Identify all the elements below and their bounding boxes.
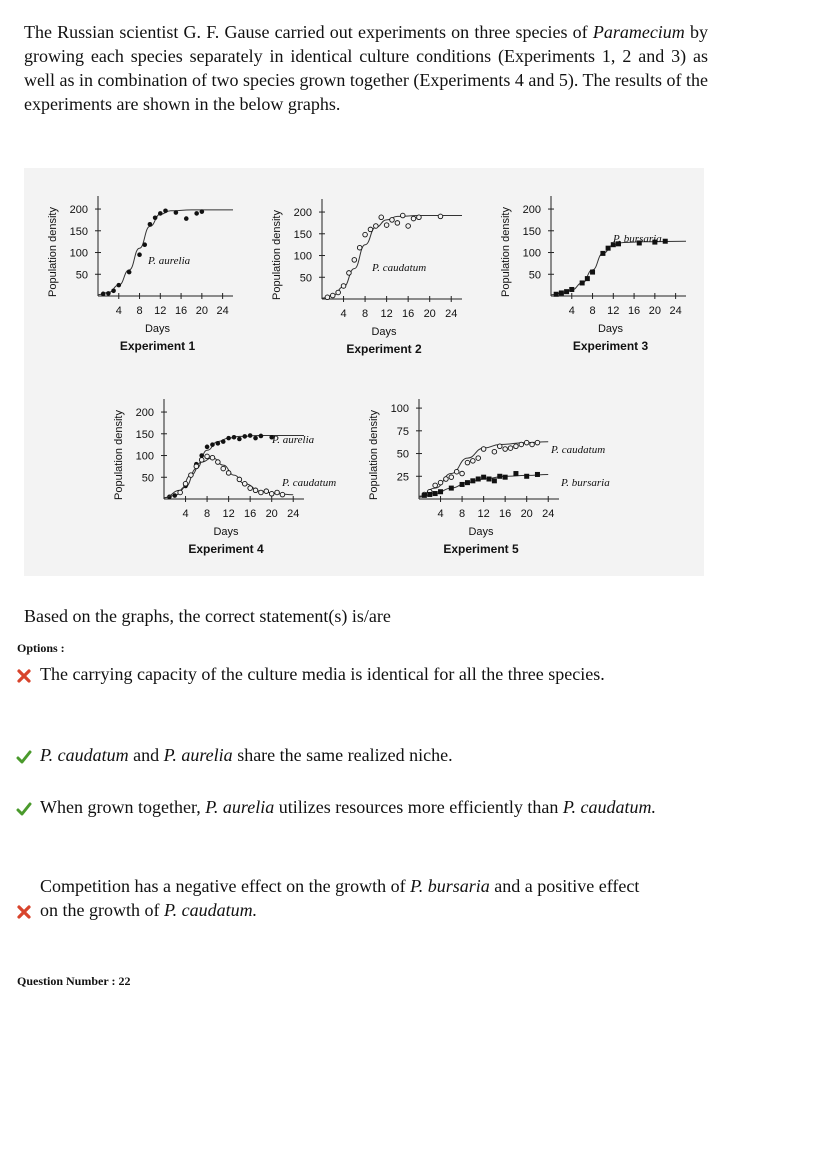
data-point: [492, 449, 497, 454]
data-point: [221, 466, 226, 471]
data-point: [535, 440, 540, 445]
y-tick-label: 100: [135, 450, 154, 463]
data-point: [476, 477, 481, 482]
intro-text-2: by growing each species separately in identical culture conditions (Experiments 1, 2 and 3) as well as in combination of two species grown together (Experiments 4 and 5). The results of the experiments are shown in the below graphs.: [24, 22, 708, 114]
x-axis-title: Days: [371, 326, 397, 338]
option-2-part-3: share the same realized niche.: [232, 745, 453, 765]
experiment-title: Experiment 1: [119, 339, 196, 353]
data-point: [232, 435, 237, 440]
y-axis-title: Population density: [113, 410, 125, 500]
data-point: [259, 490, 264, 495]
x-axis-title: Days: [597, 323, 624, 335]
data-point: [142, 242, 147, 247]
y-tick-label: 50: [299, 272, 312, 285]
data-point: [116, 283, 121, 288]
data-point: [368, 227, 373, 232]
data-point: [384, 223, 389, 228]
data-point: [336, 290, 341, 295]
data-point: [519, 442, 524, 447]
data-point: [564, 289, 569, 294]
data-point: [210, 442, 215, 447]
data-point: [357, 245, 362, 250]
data-point: [580, 280, 585, 285]
x-tick-label: 12: [477, 508, 490, 520]
data-point: [569, 287, 574, 292]
data-point: [524, 474, 529, 479]
options-label: Options :: [17, 641, 65, 655]
data-point: [530, 442, 535, 447]
x-tick-label: 20: [648, 305, 661, 317]
data-point: [514, 444, 519, 449]
x-tick-label: 16: [499, 508, 512, 520]
option-1[interactable]: [16, 662, 656, 686]
data-point: [465, 480, 470, 485]
y-tick-label: 150: [293, 228, 312, 241]
data-point: [433, 483, 438, 488]
data-point: [374, 224, 379, 229]
data-point: [449, 486, 454, 491]
experiment-graphs-figure: [24, 168, 704, 576]
option-2-part-2: P. aurelia: [163, 745, 233, 765]
data-point: [216, 460, 221, 465]
data-point: [492, 478, 497, 483]
cross-icon: [16, 904, 32, 920]
y-tick-label: 50: [141, 472, 154, 485]
x-tick-label: 24: [445, 308, 458, 320]
data-point: [174, 210, 179, 215]
series-label: P. caudatum: [551, 444, 606, 456]
data-point: [449, 475, 454, 480]
data-point: [503, 447, 508, 452]
series-label: P. aurelia: [148, 255, 191, 267]
data-point: [585, 276, 590, 281]
x-tick-label: 12: [154, 305, 167, 317]
data-point: [438, 489, 443, 494]
x-tick-label: 8: [362, 308, 369, 320]
fit-curve: [551, 241, 686, 295]
data-point: [400, 213, 405, 218]
option-2-part-1: and: [128, 745, 164, 765]
y-tick-label: 50: [75, 269, 88, 282]
data-point: [395, 221, 400, 226]
data-point: [330, 293, 335, 298]
data-point: [481, 447, 486, 452]
data-point: [221, 439, 226, 444]
x-tick-label: 4: [115, 305, 122, 317]
data-point: [460, 482, 465, 487]
data-point: [259, 434, 264, 439]
data-point: [497, 474, 502, 479]
check-icon: [16, 749, 32, 765]
chart-experiment-5: [368, 399, 610, 556]
data-point: [427, 492, 432, 497]
y-tick-label: 150: [135, 428, 154, 441]
option-4-part-1: P. bursaria: [410, 876, 490, 896]
data-point: [465, 460, 470, 465]
option-3-text: [40, 795, 656, 819]
y-tick-label: 50: [528, 269, 541, 282]
x-tick-label: 4: [437, 508, 444, 520]
x-tick-label: 24: [287, 508, 300, 520]
data-point: [411, 216, 416, 221]
cross-icon: [16, 668, 32, 684]
check-icon: [16, 801, 32, 817]
y-axis-title: Population density: [368, 410, 380, 500]
data-point: [111, 288, 116, 293]
data-point: [590, 270, 595, 275]
data-point: [471, 459, 476, 464]
data-point: [137, 252, 142, 257]
chart-experiment-2: [271, 199, 462, 356]
y-axis-title: Population density: [47, 207, 59, 297]
data-point: [535, 472, 540, 477]
data-point: [390, 218, 395, 223]
data-point: [194, 464, 199, 469]
data-point: [226, 436, 231, 441]
data-point: [600, 251, 605, 256]
data-point: [269, 491, 274, 496]
x-tick-label: 24: [542, 508, 555, 520]
data-point: [184, 216, 189, 221]
data-point: [264, 489, 269, 494]
data-point: [444, 477, 449, 482]
x-tick-label: 12: [607, 305, 620, 317]
data-point: [158, 211, 163, 216]
data-point: [127, 270, 132, 275]
series-label: P. aurelia: [272, 434, 315, 446]
x-tick-label: 16: [244, 508, 257, 520]
y-tick-label: 75: [396, 425, 409, 438]
option-4[interactable]: [16, 874, 656, 922]
y-tick-label: 50: [396, 448, 409, 461]
option-3-part-1: P. aurelia: [205, 797, 275, 817]
data-point: [481, 475, 486, 480]
data-point: [497, 444, 502, 449]
question-number: Question Number : 22: [17, 974, 131, 988]
genus-name: Paramecium: [592, 22, 685, 42]
series-p-aurelia: [164, 433, 315, 499]
x-tick-label: 16: [174, 305, 188, 317]
data-point: [524, 440, 529, 445]
data-point: [422, 493, 427, 498]
option-2-text: [40, 743, 656, 767]
option-4-part-3: P. caudatum.: [163, 900, 258, 920]
data-point: [101, 292, 106, 297]
series-p-caudatum: [322, 213, 462, 299]
data-point: [242, 481, 247, 486]
data-point: [438, 480, 443, 485]
y-tick-label: 150: [522, 225, 541, 238]
x-tick-label: 8: [589, 305, 596, 317]
data-point: [275, 490, 280, 495]
data-point: [363, 232, 368, 237]
data-point: [242, 434, 247, 439]
x-tick-label: 24: [216, 305, 229, 317]
x-tick-label: 8: [136, 305, 143, 317]
data-point: [406, 224, 411, 229]
data-point: [172, 493, 177, 498]
experiment-title: Experiment 5: [443, 542, 519, 556]
x-axis-title: Days: [468, 526, 494, 538]
data-point: [194, 211, 199, 216]
data-point: [248, 433, 253, 438]
x-tick-label: 8: [204, 508, 211, 520]
data-point: [253, 436, 258, 441]
x-tick-label: 4: [182, 508, 189, 520]
y-tick-label: 100: [390, 403, 409, 416]
data-point: [163, 208, 168, 213]
x-tick-label: 20: [265, 508, 278, 520]
series-label: P. bursaria: [561, 477, 610, 489]
y-tick-label: 200: [293, 207, 312, 220]
experiment-title: Experiment 3: [572, 339, 649, 353]
x-tick-label: 16: [402, 308, 415, 320]
option-4-text: [40, 874, 656, 922]
series-p-caudatum: [164, 454, 336, 498]
data-point: [438, 214, 443, 219]
data-point: [205, 445, 210, 450]
data-point: [559, 290, 564, 295]
fit-curve: [164, 458, 293, 498]
data-point: [487, 477, 492, 482]
data-point: [248, 486, 253, 491]
data-point: [237, 477, 242, 482]
option-2-part-0: P. caudatum: [40, 745, 129, 765]
fit-curve: [98, 210, 233, 295]
data-point: [470, 478, 475, 483]
x-tick-label: 20: [423, 308, 436, 320]
data-point: [106, 291, 111, 296]
data-point: [237, 437, 242, 442]
y-axis-title: Population density: [500, 207, 512, 297]
x-tick-label: 12: [380, 308, 393, 320]
y-tick-label: 100: [293, 250, 312, 263]
data-point: [189, 473, 194, 478]
data-point: [153, 215, 158, 220]
data-point: [433, 491, 438, 496]
x-tick-label: 8: [459, 508, 466, 520]
series-label: P. caudatum: [372, 262, 427, 274]
series-label: P. caudatum: [282, 477, 337, 489]
data-point: [205, 454, 210, 459]
data-point: [503, 475, 508, 480]
series-p-aurelia: [98, 208, 233, 296]
data-point: [210, 455, 215, 460]
option-2[interactable]: [16, 743, 656, 767]
graphs-svg: [24, 168, 704, 576]
option-3[interactable]: [16, 795, 656, 819]
data-point: [341, 284, 346, 289]
x-tick-label: 24: [669, 305, 682, 317]
data-point: [347, 271, 352, 276]
x-axis-title: Days: [213, 526, 239, 538]
chart-experiment-3: [500, 196, 686, 353]
data-point: [417, 215, 422, 220]
y-axis-title: Population density: [271, 210, 283, 300]
x-tick-label: 4: [340, 308, 347, 320]
data-point: [178, 490, 183, 495]
series-label: P. bursaria: [613, 233, 662, 245]
data-point: [199, 458, 204, 463]
experiment-title: Experiment 2: [346, 342, 422, 356]
x-tick-label: 20: [195, 305, 208, 317]
data-point: [513, 471, 518, 476]
question-stem: [24, 20, 708, 116]
data-point: [663, 239, 668, 244]
y-tick-label: 25: [396, 471, 409, 484]
question-text: Based on the graphs, the correct statement(s) is/are: [24, 606, 391, 626]
y-tick-label: 200: [69, 204, 88, 217]
intro-text-1: The Russian scientist G. F. Gause carried out experiments on three species of: [24, 22, 593, 42]
option-1-text: [40, 662, 656, 686]
data-point: [226, 471, 231, 476]
chart-experiment-1: [47, 196, 233, 353]
data-point: [352, 258, 357, 263]
x-tick-label: 4: [568, 305, 575, 317]
data-point: [183, 481, 188, 486]
data-point: [554, 292, 559, 297]
x-tick-label: 20: [520, 508, 533, 520]
y-tick-label: 100: [522, 247, 541, 260]
x-tick-label: 16: [627, 305, 641, 317]
data-point: [606, 246, 611, 251]
data-point: [148, 222, 153, 227]
data-point: [325, 295, 330, 300]
option-4-part-0: Competition has a negative effect on the growth of: [40, 876, 411, 896]
data-point: [280, 492, 285, 497]
data-point: [508, 446, 513, 451]
option-3-part-0: When grown together,: [40, 797, 206, 817]
data-point: [460, 471, 465, 476]
data-point: [253, 488, 258, 493]
y-tick-label: 200: [135, 407, 154, 420]
option-1-part-0: The carrying capacity of the culture media is identical for all the three species.: [40, 664, 605, 684]
chart-experiment-4: [113, 399, 336, 556]
option-3-part-2: utilizes resources more efficiently than: [274, 797, 563, 817]
y-tick-label: 200: [522, 204, 541, 217]
data-point: [454, 469, 459, 474]
y-tick-label: 150: [69, 225, 88, 238]
data-point: [200, 209, 205, 214]
x-tick-label: 12: [222, 508, 235, 520]
data-point: [216, 441, 221, 446]
series-p-bursaria: [551, 233, 686, 297]
x-axis-title: Days: [144, 323, 171, 335]
data-point: [476, 456, 481, 461]
experiment-title: Experiment 4: [188, 542, 264, 556]
option-3-part-3: P. caudatum.: [562, 797, 656, 817]
y-tick-label: 100: [69, 247, 88, 260]
data-point: [379, 215, 384, 220]
option-4-part-2: and a positive effect on the growth of: [40, 876, 640, 920]
